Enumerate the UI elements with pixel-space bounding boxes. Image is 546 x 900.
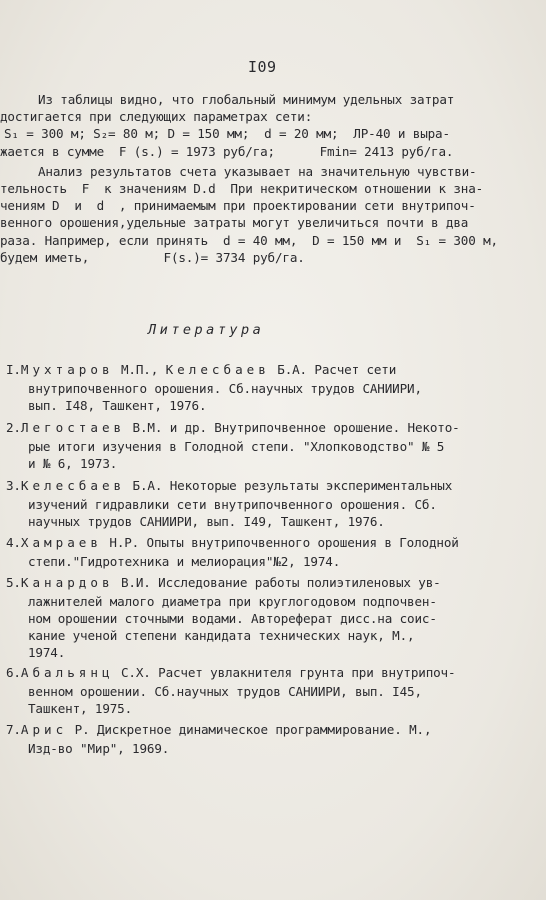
reference-text: В.М. и др. Внутрипочвенное орошение. Некото- — [125, 420, 460, 435]
body-line: S₁ = 300 м; S₂= 80 м; D = 150 мм; d = 20 мм; ЛР-40 и выра- — [4, 126, 450, 141]
reference-text: М.П., — [113, 362, 166, 377]
reference-author: Мухтаров — [20, 362, 114, 377]
reference-number: 3. — [6, 478, 21, 493]
reference-text: ном орошении сточными водами. Автореферат дисс.на соис- — [28, 611, 437, 626]
reference-author: Келесбаев — [20, 478, 126, 493]
reference-number: 5. — [6, 575, 21, 590]
reference-text: Изд-во "Мир", 1969. — [28, 741, 170, 756]
reference-text: Н.Р. Опыты внутрипочвенного орошения в Голодной — [101, 535, 459, 550]
reference-text: Ташкент, 1975. — [28, 701, 133, 716]
body-line: будем иметь, F(s.)= 3734 руб/га. — [0, 250, 305, 265]
reference-author: Канардов — [20, 575, 114, 590]
page-number: I09 — [248, 58, 277, 76]
reference-author: Арис — [20, 722, 68, 737]
reference-text: венном орошении. Сб.научных трудов САНИИРИ, вып. I45, — [28, 684, 422, 699]
reference-number: 2. — [6, 420, 21, 435]
reference-number: I. — [6, 362, 21, 377]
reference-text: и № 6, 1973. — [28, 456, 118, 471]
body-line: жается в сумме F (s.) = 1973 руб/га; Fmin= 2413 руб/га. — [0, 144, 454, 159]
reference-text: научных трудов САНИИРИ, вып. I49, Ташкент, 1976. — [28, 514, 385, 529]
reference-author: Абальянц — [20, 665, 114, 680]
body-line: чениям D и d , принимаемым при проектировании сети внутрипоч- — [0, 198, 476, 213]
reference-coauthor: Келесбаев — [165, 362, 270, 377]
reference-text: кание ученой степени кандидата технических наук, М., — [28, 628, 415, 643]
body-line: Анализ результатов счета указывает на значительную чувстви- — [38, 164, 477, 179]
body-line: венного орошения,удельные затраты могут увеличиться почти в два — [0, 215, 469, 230]
reference-text: рые итоги изучения в Голодной степи. "Хлопководство" № 5 — [28, 439, 445, 454]
reference-text: Б.А. Расчет сети — [269, 362, 397, 377]
reference-text: В.И. Исследование работы полиэтиленовых ув- — [113, 575, 441, 590]
reference-text: вып. I48, Ташкент, 1976. — [28, 398, 207, 413]
reference-text: Р. Дискретное динамическое программирование. М., — [67, 722, 432, 737]
reference-author: Легостаев — [20, 420, 126, 435]
reference-number: 6. — [6, 665, 21, 680]
reference-number: 7. — [6, 722, 21, 737]
reference-number: 4. — [6, 535, 21, 550]
reference-text: внутрипочвенного орошения. Сб.научных трудов САНИИРИ, — [28, 381, 422, 396]
reference-text: Б.А. Некоторые результаты экспериментальных — [125, 478, 453, 493]
reference-text: С.Х. Расчет увлакнителя грунта при внутрипоч- — [113, 665, 456, 680]
body-line: Из таблицы видно, что глобальный минимум удельных затрат — [38, 92, 455, 107]
body-line: тельность F к значениям D.d При некритическом отношении к зна- — [0, 181, 484, 196]
references-heading: Литература — [148, 322, 265, 338]
reference-text: лажнителей малого диаметра при круглогодовом подпочвен- — [28, 594, 437, 609]
body-line: достигается при следующих параметрах сети: — [0, 109, 313, 124]
reference-author: Хамраев — [20, 535, 102, 550]
body-line: раза. Например, если принять d = 40 мм, D = 150 мм и S₁ = 300 м, — [0, 233, 498, 248]
reference-text: изучений гидравлики сети внутрипочвенного орошения. Сб. — [28, 497, 437, 512]
reference-text: 1974. — [28, 645, 66, 660]
reference-text: степи."Гидротехника и мелиорация"№2, 1974. — [28, 554, 341, 569]
